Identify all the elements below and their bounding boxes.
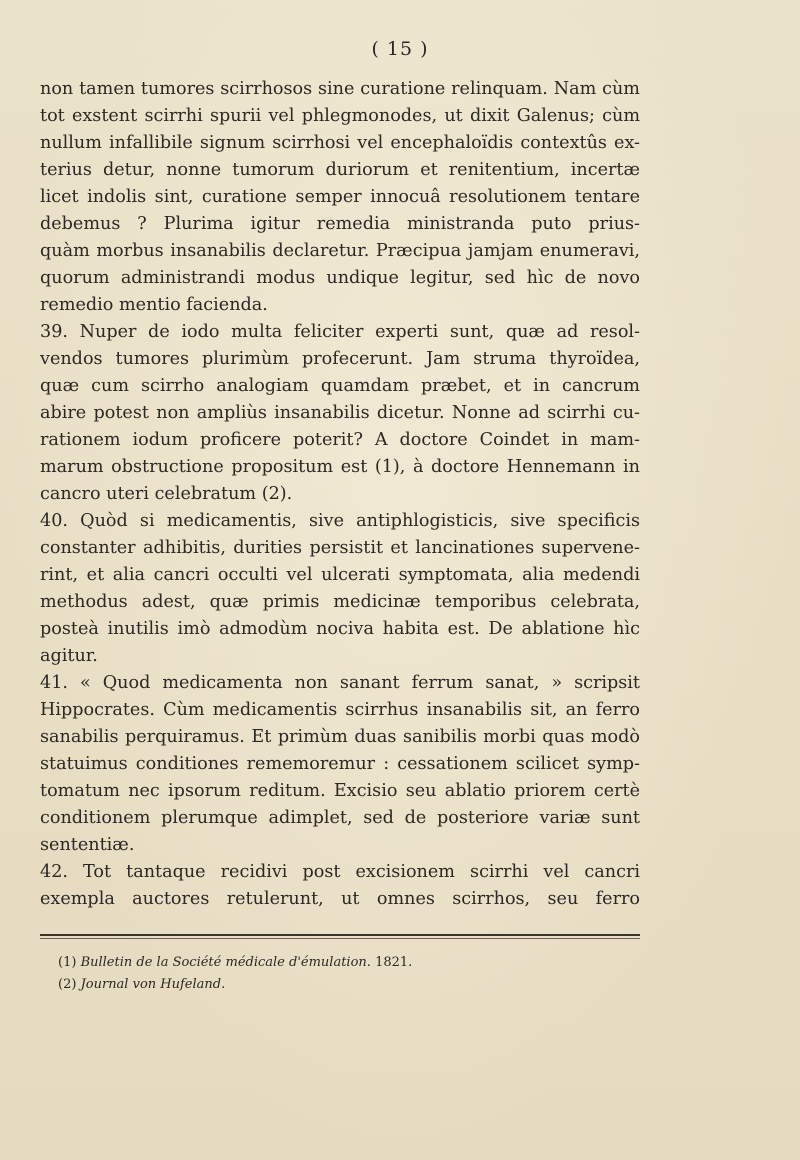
text-line: quàm morbus insanabilis declaretur. Præcipua jamjam enumeravi, [40,241,640,261]
text-line: non tamen tumores scirrhosos sine curatione relinquam. Nam cùm [40,79,640,99]
text-line: quæ cum scirrho analogiam quamdam præbet, et in cancrum [40,376,640,396]
paragraph-39-start: 39. Nuper de iodo multa feliciter experti sunt, quæ ad resol- [40,322,640,342]
footnote-rule-thin [40,938,640,939]
footnote-mark: (1) [58,955,77,970]
text-line: constanter adhibitis, durities persistit et lancinationes supervene- [40,538,640,558]
footnote-title: Bulletin de la Société médicale d'émulation. [80,955,371,970]
text-line: quorum administrandi modus undique legitur, sed hìc de novo [40,268,640,288]
text-line: conditionem plerumque adimplet, sed de posteriore variæ sunt [40,808,640,828]
text-line: methodus adest, quæ primis medicinæ temporibus celebrata, [40,592,640,612]
text-line: statuimus conditiones rememoremur : cessationem scilicet symp- [40,754,640,774]
text-line: nullum infallibile signum scirrhosi vel encephaloïdis contextûs ex- [40,133,640,153]
text-line: tot exstent scirrhi spurii vel phlegmonodes, ut dixit Galenus; cùm [40,106,640,126]
page-number: ( 15 ) [371,38,429,60]
text-line: sanabilis perquiramus. Et primùm duas sanibilis morbi quas modò [40,727,640,747]
text-line: sententiæ. [40,835,135,855]
text-line: remedio mentio facienda. [40,295,268,315]
body-text [40,76,640,913]
footnote-mark: (2) [58,977,77,992]
paragraph-40-start: 40. Quòd si medicamentis, sive antiphlogisticis, sive specificis [40,511,640,531]
text-line: posteà inutilis imò admodùm nociva habita est. De ablatione hìc [40,619,640,639]
text-line: abire potest non ampliùs insanabilis dicetur. Nonne ad scirrhi cu- [40,403,640,423]
paragraph-42-start: 42. Tot tantaque recidivi post excisionem scirrhi vel cancri [40,862,640,882]
footnote-year: 1821. [375,955,413,970]
text-line: cancro uteri celebratum (2). [40,484,293,504]
paragraph-41-start: 41. « Quod medicamenta non sanant ferrum sanat, » scripsit [40,673,640,693]
text-line: marum obstructione propositum est (1), à doctore Hennemann in [40,457,640,477]
text-line: licet indolis sint, curatione semper innocuâ resolutionem tentare [40,187,640,207]
text-line: Hippocrates. Cùm medicamentis scirrhus insanabilis sit, an ferro [40,700,640,720]
text-line: tomatum nec ipsorum reditum. Excisio seu ablatio priorem certè [40,781,640,801]
text-line: terius detur, nonne tumorum duriorum et renitentium, incertæ [40,160,640,180]
text-line: debemus ? Plurima igitur remedia ministranda puto prius- [40,214,640,234]
text-line: exempla auctores retulerunt, ut omnes scirrhos, seu ferro [40,889,640,909]
text-line: agitur. [40,646,98,666]
text-line: rint, et alia cancri occulti vel ulcerati symptomata, alia medendi [40,565,640,585]
footnotes [58,952,618,996]
footnote-title: Journal von Hufeland. [80,977,226,992]
footnote-rule [40,934,640,936]
footnote-2 [58,974,618,996]
text-line: vendos tumores plurimùm profecerunt. Jam struma thyroïdea, [40,349,640,369]
text-line: rationem iodum proficere poterit? A doctore Coindet in mam- [40,430,640,450]
footnote-1 [58,952,618,974]
